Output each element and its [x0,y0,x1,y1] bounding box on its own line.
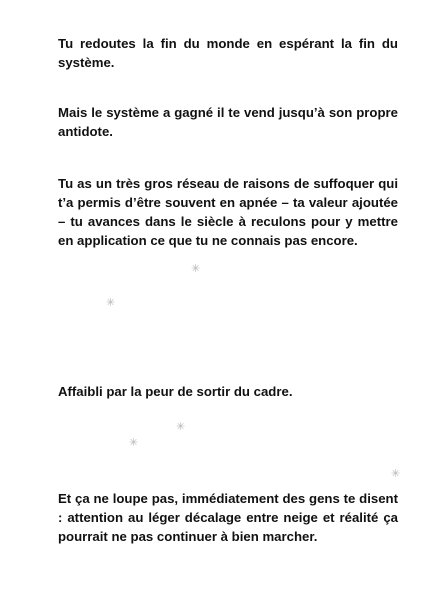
poem-paragraph-5: Et ça ne loupe pas, immédiatement des gens te disent : attention au léger décalage entre neige et réalité ça pourrait ne pas continuer à bien marcher. [58,491,398,544]
snowflake-icon: ✳ [129,436,139,449]
snowflake-icon: ✳ [191,262,201,275]
snowflake-icon: ✳ [176,420,186,433]
snowflake-icon: ✳ [391,467,401,480]
poem-paragraph-2: Mais le système a gagné il te vend jusqu’à son propre antidote. [58,105,398,139]
poem-paragraph-4: Affaibli par la peur de sortir du cadre. [58,384,293,399]
poem-paragraph-3: Tu as un très gros réseau de raisons de suffoquer qui t’a permis d’être souvent en apnée – ta valeur ajoutée – tu avances dans le siècle à reculons pour y mettre en application ce que tu ne connais pas encore. [58,176,398,248]
poem-paragraph-1: Tu redoutes la fin du monde en espérant la fin du système. [58,36,398,70]
snowflake-icon: ✳ [106,296,116,309]
